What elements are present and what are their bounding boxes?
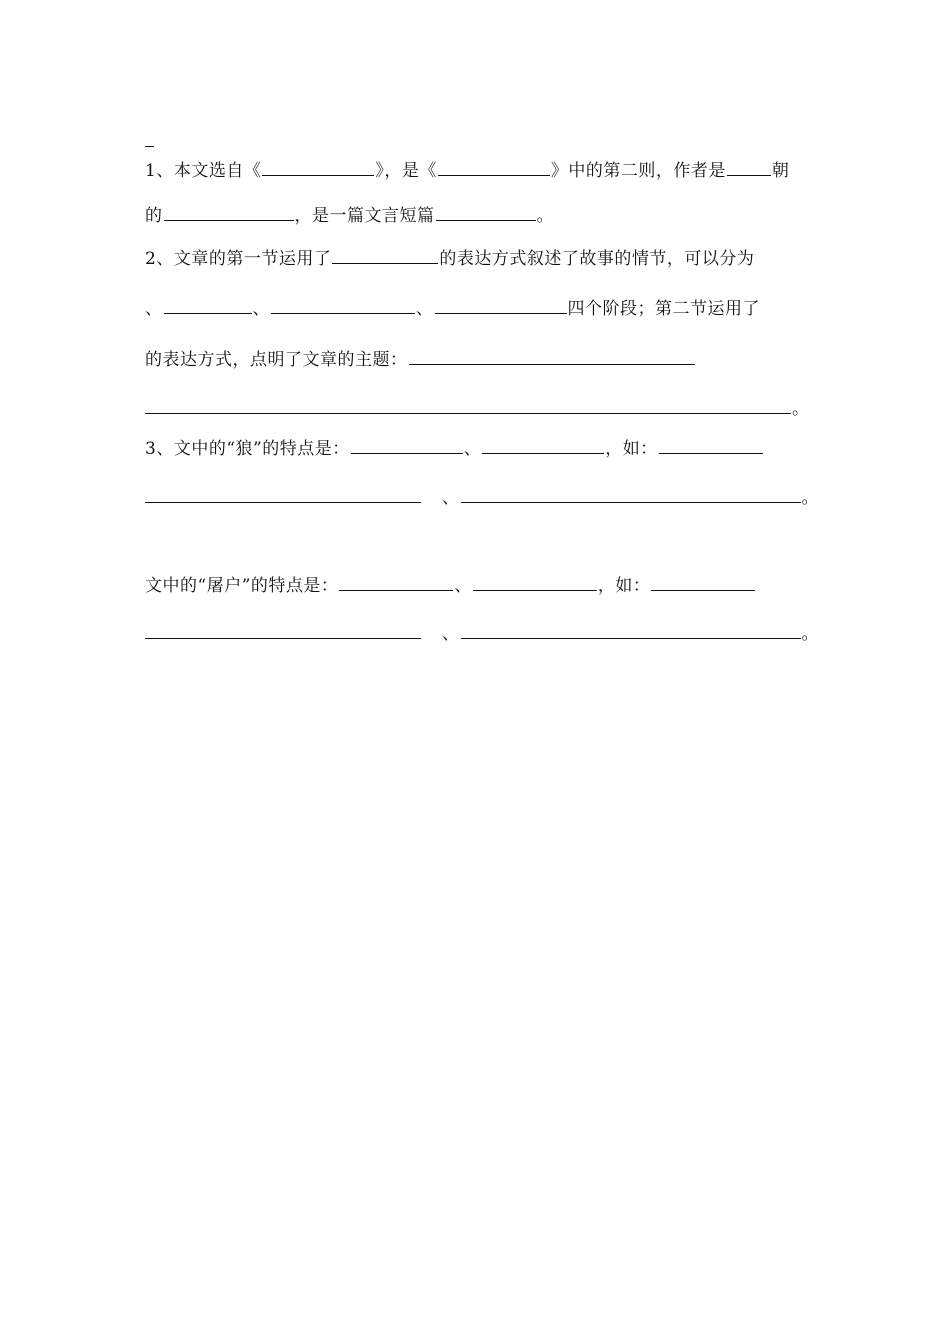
q3-blank-butcher-example[interactable] bbox=[651, 572, 755, 591]
q2-text: 。 bbox=[792, 399, 810, 419]
q3-blank-butcher-example-1[interactable] bbox=[145, 620, 421, 639]
q3-blank-wolf-trait-1[interactable] bbox=[351, 435, 463, 454]
q2-text: 、 bbox=[252, 299, 270, 319]
q1-text: 的 bbox=[145, 206, 163, 226]
q3-blank-wolf-example[interactable] bbox=[659, 435, 763, 454]
q3-text: 、 bbox=[463, 439, 482, 459]
q3-blank-wolf-example-1[interactable] bbox=[145, 484, 421, 503]
q3-text: 3、文中的“狼”的特点是： bbox=[145, 439, 350, 459]
q1-text: 》中的第二则，作者是 bbox=[550, 161, 726, 181]
q2-blank-theme-continued[interactable] bbox=[145, 395, 791, 414]
q3-blank-butcher-trait-1[interactable] bbox=[339, 572, 453, 591]
q3-text: 、 bbox=[442, 488, 460, 508]
q3-blank-wolf-trait-2[interactable] bbox=[482, 435, 604, 454]
q1-text: ，是一篇文言短篇 bbox=[294, 206, 435, 226]
q3-line-1 bbox=[145, 434, 764, 464]
q1-blank-collection[interactable] bbox=[438, 157, 550, 176]
q3-text: 。 bbox=[801, 624, 819, 644]
q1-text: 。 bbox=[536, 206, 554, 226]
q3-text: ，如： bbox=[605, 439, 658, 459]
q2-text: 、 bbox=[145, 299, 163, 319]
q1-text: 朝 bbox=[771, 161, 790, 181]
q3-line-4 bbox=[145, 619, 819, 649]
q3-text: ，如： bbox=[597, 576, 651, 596]
q1-line-1 bbox=[145, 156, 789, 186]
q2-blank-stage-4[interactable] bbox=[435, 295, 567, 314]
q1-blank-source-book[interactable] bbox=[262, 157, 374, 176]
q3-blank-butcher-example-2[interactable] bbox=[461, 620, 801, 639]
q2-blank-expression-1[interactable] bbox=[332, 245, 438, 264]
q2-text: 的表达方式叙述了故事的情节，可以分为 bbox=[439, 249, 755, 269]
q2-blank-stage-2[interactable] bbox=[164, 295, 252, 314]
q3-line-3 bbox=[145, 571, 756, 601]
q2-line-3 bbox=[145, 345, 696, 375]
q2-text: 四个阶段；第二节运用了 bbox=[567, 299, 760, 319]
q2-blank-theme[interactable] bbox=[409, 346, 695, 365]
q2-blank-stage-3[interactable] bbox=[271, 295, 415, 314]
q3-line-2 bbox=[145, 483, 819, 513]
q3-text: 文中的“屠户”的特点是： bbox=[145, 576, 339, 596]
q1-blank-dynasty[interactable] bbox=[727, 157, 771, 176]
q2-text: 的表达方式，点明了文章的主题： bbox=[145, 350, 408, 370]
q2-line-1 bbox=[145, 244, 754, 274]
stray-mark bbox=[145, 146, 154, 147]
q1-line-2 bbox=[145, 201, 554, 231]
q1-text: 》，是《 bbox=[375, 161, 437, 181]
q2-line-4 bbox=[145, 394, 810, 424]
q3-text: 、 bbox=[442, 624, 460, 644]
q3-text: 。 bbox=[801, 488, 819, 508]
q1-blank-author[interactable] bbox=[164, 202, 294, 221]
q1-text: 1、本文选自《 bbox=[145, 161, 262, 181]
q2-text: 2、文章的第一节运用了 bbox=[145, 249, 332, 269]
q1-blank-genre[interactable] bbox=[436, 202, 536, 221]
q2-text: 、 bbox=[416, 299, 434, 319]
q3-blank-wolf-example-2[interactable] bbox=[461, 484, 801, 503]
q3-blank-butcher-trait-2[interactable] bbox=[473, 572, 597, 591]
q3-text: 、 bbox=[454, 576, 472, 596]
q2-line-2 bbox=[145, 294, 760, 324]
